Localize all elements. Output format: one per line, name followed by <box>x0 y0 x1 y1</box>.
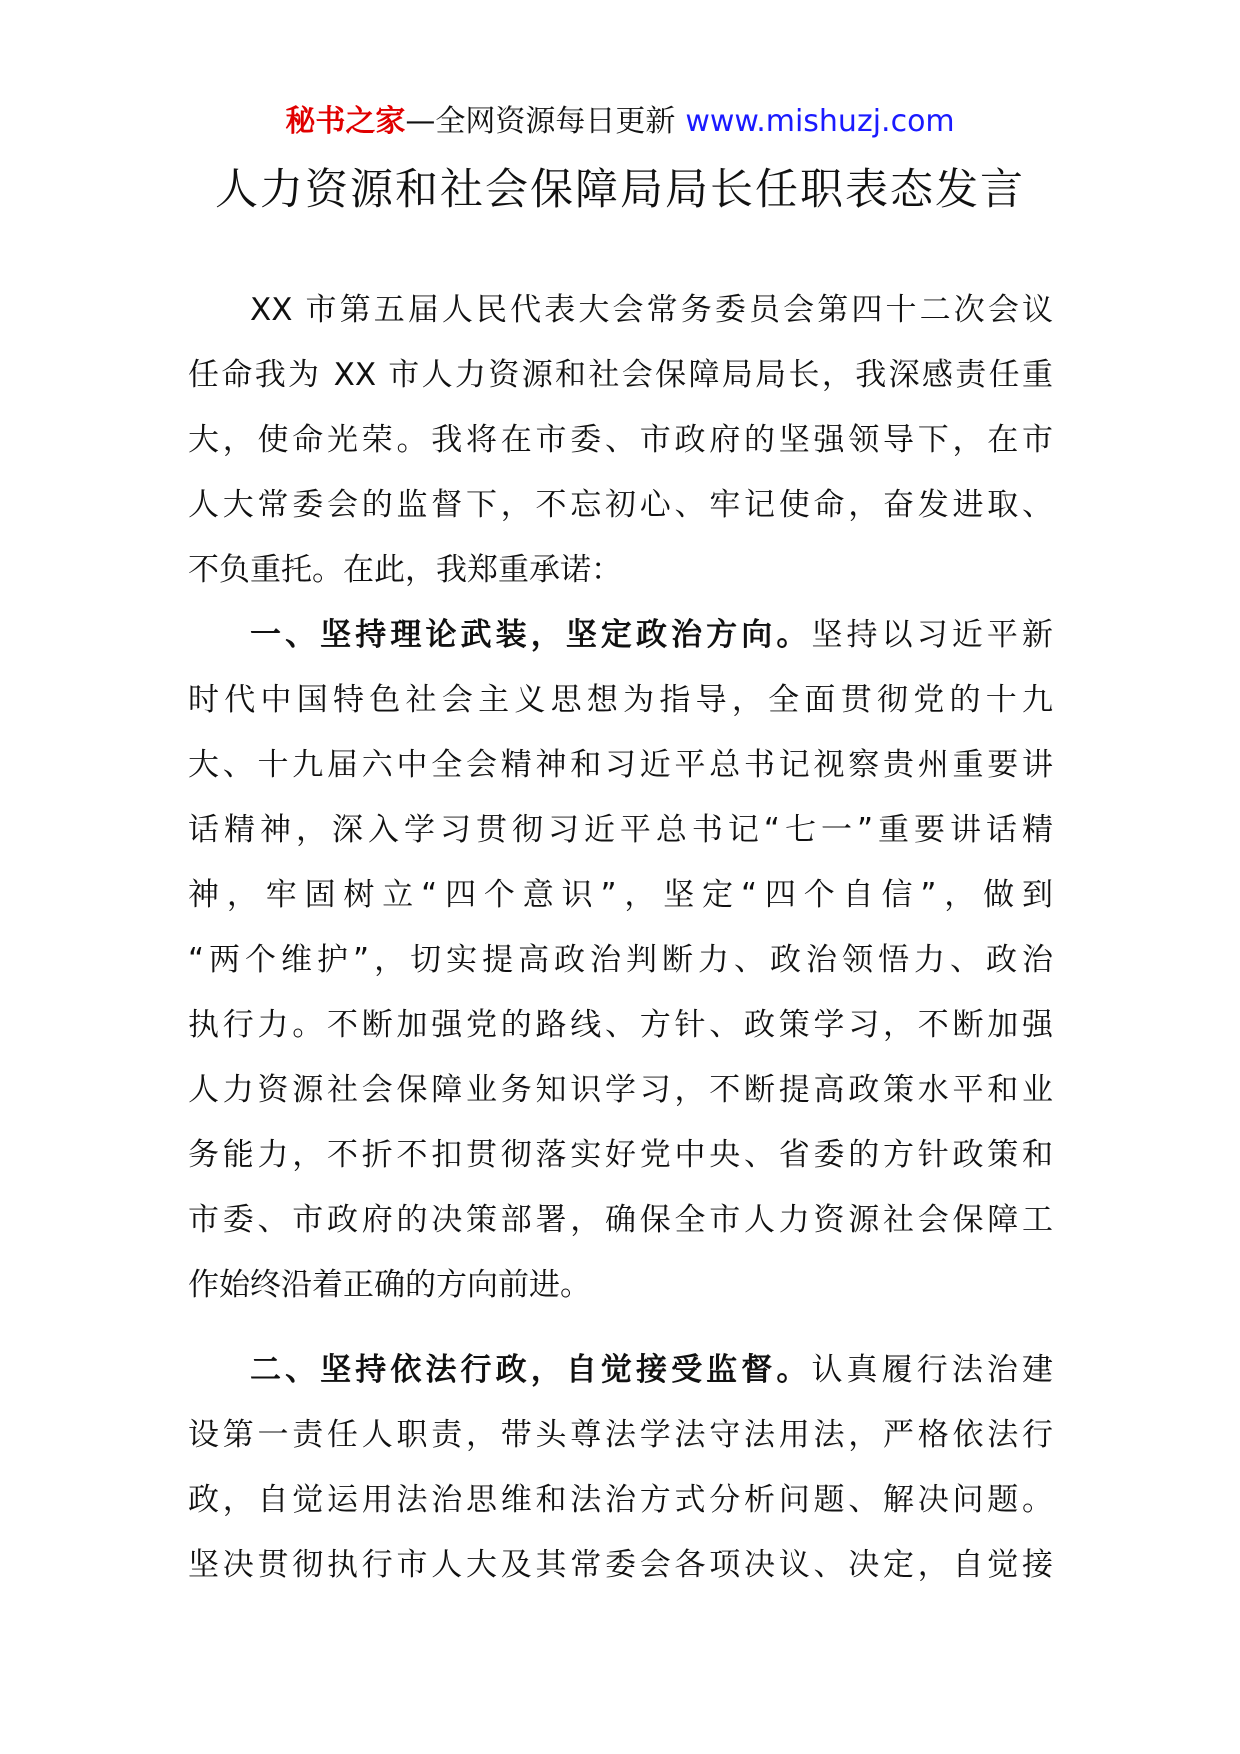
paragraph-2-lead: 坚持以习近平新 <box>811 617 1053 653</box>
site-brand: 秘书之家 <box>285 104 406 139</box>
site-url-link[interactable]: www.mishuzj.com <box>685 104 955 139</box>
paragraph-1-line-3: 大，使命光荣。我将在市委、市政府的坚强领导下，在市 <box>188 422 1053 458</box>
paragraph-2-line-8: 人力资源社会保障业务知识学习，不断提高政策水平和业 <box>188 1072 1053 1108</box>
paragraph-2-heading: 一、坚持理论武装，坚定政治方向。 <box>250 617 812 653</box>
paragraph-1-line-1: XX 市第五届人民代表大会常务委员会第四十二次会议 <box>250 292 1053 328</box>
paragraph-3-heading: 二、坚持依法行政，自觉接受监督。 <box>250 1352 812 1388</box>
document-body <box>188 288 1053 1608</box>
paragraph-2-line-7: 执行力。不断加强党的路线、方针、政策学习，不断加强 <box>188 1007 1053 1043</box>
paragraph-3-line-1 <box>188 1348 1053 1413</box>
paragraph-2-line-3: 大、十九届六中全会精神和习近平总书记视察贵州重要讲 <box>188 747 1053 783</box>
paragraph-2-line-2: 时代中国特色社会主义思想为指导，全面贯彻党的十九 <box>188 682 1053 718</box>
site-header <box>0 102 1240 142</box>
paragraph-1-line-5: 不负重托。在此，我郑重承诺： <box>188 552 622 588</box>
paragraph-2-line-6: “两个维护”，切实提高政治判断力、政治领悟力、政治 <box>188 942 1053 978</box>
paragraph-3-line-2: 设第一责任人职责，带头尊法学法守法用法，严格依法行 <box>188 1417 1053 1453</box>
paragraph-3-line-4: 坚决贯彻执行市人大及其常委会各项决议、决定，自觉接 <box>188 1547 1053 1583</box>
paragraph-1-line-2: 任命我为 XX 市人力资源和社会保障局局长，我深感责任重 <box>188 357 1053 393</box>
paragraph-1-line-4: 人大常委会的监督下，不忘初心、牢记使命，奋发进取、 <box>188 487 1053 523</box>
paragraph-3-lead: 认真履行法治建 <box>811 1352 1053 1388</box>
paragraph-3-line-3: 政，自觉运用法治思维和法治方式分析问题、解决问题。 <box>188 1482 1053 1518</box>
paragraph-2-line-11: 作始终沿着正确的方向前进。 <box>188 1267 591 1303</box>
document-title: 人力资源和社会保障局局长任职表态发言 <box>215 165 1025 215</box>
paragraph-2-line-9: 务能力，不折不扣贯彻落实好党中央、省委的方针政策和 <box>188 1137 1053 1173</box>
paragraph-2-line-4: 话精神，深入学习贯彻习近平总书记“七一”重要讲话精 <box>188 812 1053 848</box>
paragraph-2-line-5: 神，牢固树立“四个意识”，坚定“四个自信”，做到 <box>188 877 1053 913</box>
site-tagline: —全网资源每日更新 <box>405 104 676 139</box>
paragraph-2-line-1 <box>188 613 1053 678</box>
paragraph-2-line-10: 市委、市政府的决策部署，确保全市人力资源社会保障工 <box>188 1202 1053 1238</box>
